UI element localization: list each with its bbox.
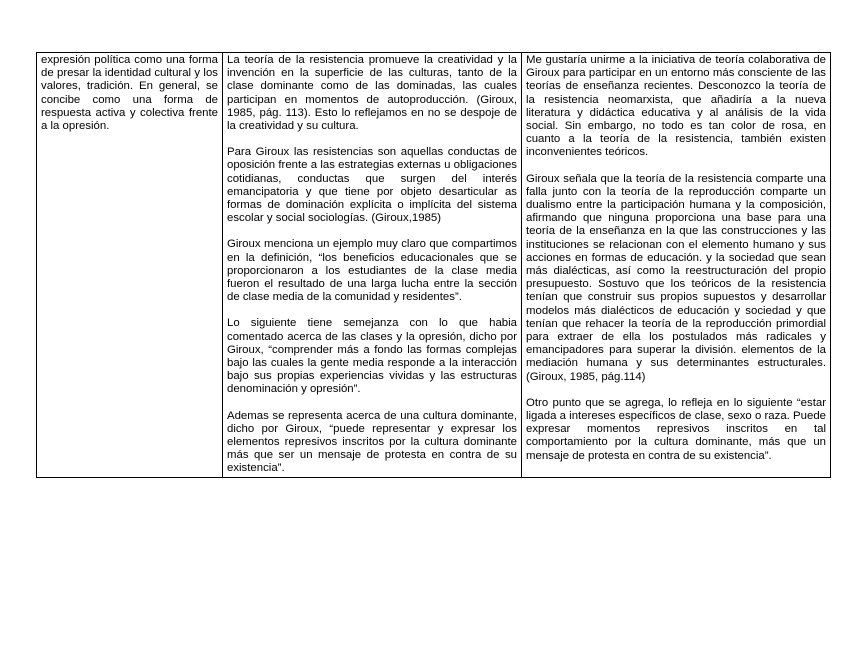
- paragraph: Ademas se representa acerca de una cultura dominante, dicho por Giroux, “puede representar y expresar los elementos represivos inscritos por la cultura dominante más que ser un mensaje de protesta en contra de su existencia”.: [227, 409, 517, 475]
- table-row: [37, 53, 831, 478]
- paragraph: Giroux señala que la teoría de la resistencia comparte una falla junto con la teoría de la reproducción comparte un dualismo entre la participación humana y la composición, afirmando que ninguna proporciona una base para una teoría de la enseñanza en la que las construcciones y las instituciones se relacionan con el elemento humano y sus acciones en formas de educación. y la sociedad que sean más dialécticas, así como la reestructuración del propio presupuesto. Sostuvo que los teóricos de la resistencia tenían que construir sus propios supuestos y desarrollar modelos más dialécticos de educación y sociedad y que tenían que rehacer la teoría de la reproducción primordial para extraer de ella los postulados más radicales y emancipadores para superar la división. elementos de la mediación humana y sus determinantes estructurales. (Giroux, 1985, pág.114): [526, 172, 826, 383]
- paragraph: Para Giroux las resistencias son aquellas conductas de oposición frente a las estrategias externas u obligaciones cotidianas, conductas que surgen del interés emancipatoria y que tiene por objeto desarticular as formas de dominación explícita o implícita del sistema escolar y social sociologías. (Giroux,1985): [227, 146, 517, 225]
- paragraph: Me gustaría unirme a la iniciativa de teoría colaborativa de Giroux para participar en un entorno más consciente de las teorías de enseñanza recientes. Desconozco la teoría de la resistencia neomarxista, que añadiría a la nueva literatura y didáctica educativa y al análisis de la vida social. Sin embargo, no todo es tan color de rosa, en cuanto a la teoría de la resistencia, también existen inconvenientes teóricos.: [526, 54, 826, 159]
- paragraph: expresión política como una forma de presar la identidad cultural y los valores, tradición. En general, se concibe como una forma de respuesta activa y colectiva frente a la opresión.: [41, 54, 218, 133]
- paragraph: Lo siguiente tiene semejanza con lo que habia comentado acerca de las clases y la opresión, dicho por Giroux, “comprender más a fondo las formas complejas bajo las cuales la gente media responde a la interacción bajo sus propias experiencias vividas y las estructuras denominación y opresión”.: [227, 317, 517, 396]
- paragraph: Giroux menciona un ejemplo muy claro que compartimos en la definición, “los beneficios educacionales que se proporcionaron a los estudiantes de la clase media fueron el resultado de una larga lucha entre la sección de clase media de la comunidad y residentes”.: [227, 238, 517, 304]
- table-cell-column-2: [223, 53, 522, 478]
- document-table: [36, 52, 831, 478]
- paragraph: La teoría de la resistencia promueve la creatividad y la invención en la superficie de las culturas, tanto de la clase dominante como de las dominadas, las cuales participan en momentos de autoproducción. (Giroux, 1985, pág. 113). Esto lo reflejamos en no se despoje de la creatividad y su cultura.: [227, 54, 517, 133]
- table-cell-column-1: [37, 53, 223, 478]
- paragraph: Otro punto que se agrega, lo refleja en lo siguiente “estar ligada a intereses específicos de clase, sexo o raza. Puede expresar momentos represivos inscritos en tal comportamiento por la cultura dominante, más que un mensaje de protesta en contra de su existencia”.: [526, 396, 826, 462]
- table-cell-column-3: [522, 53, 831, 478]
